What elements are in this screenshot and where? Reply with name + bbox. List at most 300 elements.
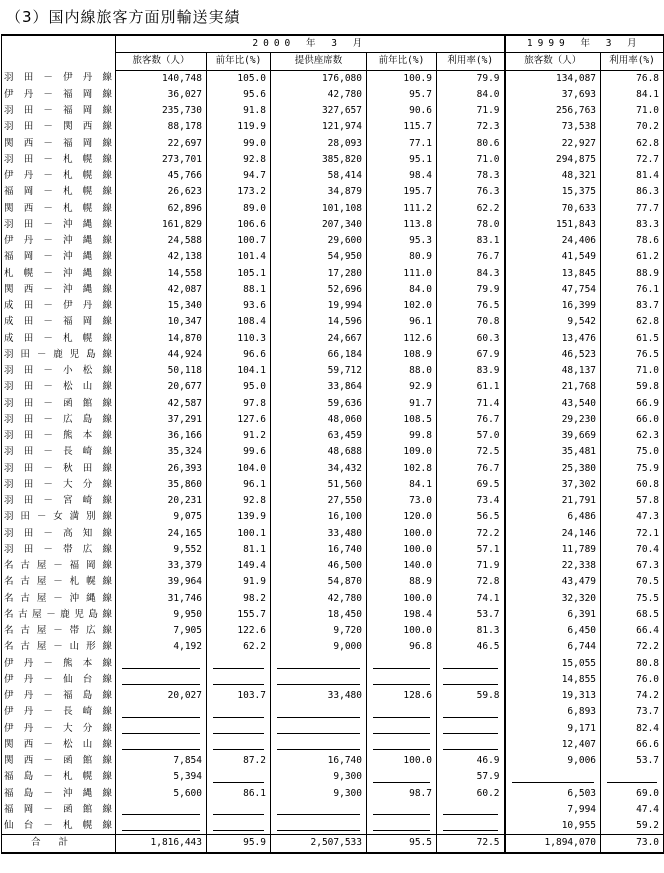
load-factor-cell: 71.4 bbox=[437, 396, 505, 412]
pax-cell bbox=[116, 656, 207, 672]
table-row bbox=[2, 103, 664, 119]
load-factor-cell: 69.5 bbox=[437, 477, 505, 493]
pax-prev-cell: 15,375 bbox=[505, 184, 601, 200]
seats-yoy-cell: 88.9 bbox=[367, 574, 437, 590]
table-row bbox=[2, 184, 664, 200]
pax-yoy-cell: 108.4 bbox=[207, 314, 271, 330]
seats-cell: 46,500 bbox=[271, 558, 367, 574]
col-pax-prev: 旅客数（人） bbox=[505, 53, 601, 70]
seats-cell bbox=[271, 818, 367, 835]
pax-yoy-cell: 92.8 bbox=[207, 152, 271, 168]
seats-yoy-cell: 112.6 bbox=[367, 331, 437, 347]
route-name-cell: 羽田－熊本線 bbox=[2, 428, 116, 444]
load-factor-prev-cell: 83.3 bbox=[601, 217, 664, 233]
pax-yoy-cell: 149.4 bbox=[207, 558, 271, 574]
route-name-cell: 羽田－函館線 bbox=[2, 396, 116, 412]
route-name-cell: 伊丹－沖縄線 bbox=[2, 233, 116, 249]
load-factor-prev-cell: 82.4 bbox=[601, 721, 664, 737]
pax-yoy-cell: 81.1 bbox=[207, 542, 271, 558]
pax-cell: 31,746 bbox=[116, 591, 207, 607]
seats-cell: 9,000 bbox=[271, 639, 367, 655]
pax-yoy-cell: 155.7 bbox=[207, 607, 271, 623]
pax-cell: 42,138 bbox=[116, 249, 207, 265]
load-factor-prev-cell: 66.4 bbox=[601, 623, 664, 639]
pax-yoy-cell: 103.7 bbox=[207, 688, 271, 704]
pax-prev-cell: 21,791 bbox=[505, 493, 601, 509]
table-row bbox=[2, 753, 664, 769]
load-factor-prev-cell: 76.0 bbox=[601, 672, 664, 688]
pax-cell: 9,552 bbox=[116, 542, 207, 558]
seats-cell: 29,600 bbox=[271, 233, 367, 249]
load-factor-cell: 81.3 bbox=[437, 623, 505, 639]
route-name-cell: 伊丹－長崎線 bbox=[2, 704, 116, 720]
load-factor-prev-cell: 61.2 bbox=[601, 249, 664, 265]
period-header-row bbox=[2, 35, 664, 53]
pax-prev-cell: 47,754 bbox=[505, 282, 601, 298]
pax-prev-cell: 22,338 bbox=[505, 558, 601, 574]
seats-yoy-cell: 108.9 bbox=[367, 347, 437, 363]
load-factor-cell: 46.9 bbox=[437, 753, 505, 769]
pax-prev-cell: 12,407 bbox=[505, 737, 601, 753]
load-factor-prev-cell: 83.7 bbox=[601, 298, 664, 314]
seats-cell: 16,100 bbox=[271, 509, 367, 525]
pax-cell: 5,600 bbox=[116, 786, 207, 802]
seats-yoy-cell: 100.0 bbox=[367, 753, 437, 769]
route-name-cell: 羽田－長崎線 bbox=[2, 444, 116, 460]
col-seats: 提供座席数 bbox=[271, 53, 367, 70]
table-body bbox=[2, 70, 664, 835]
load-factor-cell: 78.0 bbox=[437, 217, 505, 233]
table-row bbox=[2, 87, 664, 103]
pax-prev-cell: 37,302 bbox=[505, 477, 601, 493]
table-row bbox=[2, 249, 664, 265]
seats-cell: 16,740 bbox=[271, 542, 367, 558]
pax-prev-cell: 39,669 bbox=[505, 428, 601, 444]
pax-prev-cell: 6,486 bbox=[505, 509, 601, 525]
table-row bbox=[2, 542, 664, 558]
seats-cell bbox=[271, 704, 367, 720]
route-name-cell: 関西－札幌線 bbox=[2, 201, 116, 217]
pax-prev-cell: 19,313 bbox=[505, 688, 601, 704]
pax-cell: 22,697 bbox=[116, 136, 207, 152]
load-factor-cell: 76.7 bbox=[437, 461, 505, 477]
load-factor-cell: 76.3 bbox=[437, 184, 505, 200]
pax-yoy-cell: 104.1 bbox=[207, 363, 271, 379]
load-factor-prev-cell: 80.8 bbox=[601, 656, 664, 672]
pax-cell: 39,964 bbox=[116, 574, 207, 590]
route-name-cell: 羽田－秋田線 bbox=[2, 461, 116, 477]
pax-yoy-cell bbox=[207, 802, 271, 818]
load-factor-prev-cell: 47.4 bbox=[601, 802, 664, 818]
route-name-cell: 名古屋－福岡線 bbox=[2, 558, 116, 574]
pax-yoy-cell bbox=[207, 656, 271, 672]
pax-prev-cell: 6,503 bbox=[505, 786, 601, 802]
load-factor-cell: 72.8 bbox=[437, 574, 505, 590]
load-factor-cell: 72.3 bbox=[437, 119, 505, 135]
load-factor-prev-cell: 62.3 bbox=[601, 428, 664, 444]
route-name-cell: 伊丹－札幌線 bbox=[2, 168, 116, 184]
seats-yoy-cell: 95.7 bbox=[367, 87, 437, 103]
pax-yoy-cell: 91.9 bbox=[207, 574, 271, 590]
load-factor-cell: 80.6 bbox=[437, 136, 505, 152]
table-row bbox=[2, 509, 664, 525]
pax-prev-cell: 294,875 bbox=[505, 152, 601, 168]
pax-yoy-cell: 96.1 bbox=[207, 477, 271, 493]
table-row bbox=[2, 656, 664, 672]
pax-cell: 140,748 bbox=[116, 70, 207, 87]
pax-prev-cell: 11,789 bbox=[505, 542, 601, 558]
pax-yoy-cell: 91.2 bbox=[207, 428, 271, 444]
pax-prev-cell: 43,540 bbox=[505, 396, 601, 412]
pax-prev-cell: 24,406 bbox=[505, 233, 601, 249]
load-factor-cell bbox=[437, 737, 505, 753]
table-row bbox=[2, 119, 664, 135]
route-name-cell: 羽田－福岡線 bbox=[2, 103, 116, 119]
seats-yoy-cell: 100.9 bbox=[367, 70, 437, 87]
seats-cell: 33,480 bbox=[271, 526, 367, 542]
load-factor-cell: 61.1 bbox=[437, 379, 505, 395]
pax-cell: 35,860 bbox=[116, 477, 207, 493]
seats-cell: 101,108 bbox=[271, 201, 367, 217]
load-factor-cell: 60.2 bbox=[437, 786, 505, 802]
seats-yoy-cell: 92.9 bbox=[367, 379, 437, 395]
route-name-cell: 福岡－函館線 bbox=[2, 802, 116, 818]
table-row bbox=[2, 737, 664, 753]
seats-yoy-cell: 96.8 bbox=[367, 639, 437, 655]
seats-cell: 385,820 bbox=[271, 152, 367, 168]
pax-yoy-cell: 106.6 bbox=[207, 217, 271, 233]
seats-cell: 27,550 bbox=[271, 493, 367, 509]
route-name-cell: 福島－沖縄線 bbox=[2, 786, 116, 802]
route-name-cell: 名古屋－鹿児島線 bbox=[2, 607, 116, 623]
table-row bbox=[2, 314, 664, 330]
pax-cell: 15,340 bbox=[116, 298, 207, 314]
pax-cell: 50,118 bbox=[116, 363, 207, 379]
route-name-cell: 札幌－沖縄線 bbox=[2, 266, 116, 282]
pax-cell: 5,394 bbox=[116, 769, 207, 785]
load-factor-prev-cell: 84.1 bbox=[601, 87, 664, 103]
pax-cell: 62,896 bbox=[116, 201, 207, 217]
seats-cell: 63,459 bbox=[271, 428, 367, 444]
pax-cell bbox=[116, 672, 207, 688]
load-factor-prev-cell: 73.7 bbox=[601, 704, 664, 720]
pax-prev-cell: 24,146 bbox=[505, 526, 601, 542]
table-row bbox=[2, 461, 664, 477]
seats-yoy-cell: 195.7 bbox=[367, 184, 437, 200]
route-name-cell: 伊丹－大分線 bbox=[2, 721, 116, 737]
pax-cell: 273,701 bbox=[116, 152, 207, 168]
pax-prev-cell: 9,171 bbox=[505, 721, 601, 737]
pax-cell: 37,291 bbox=[116, 412, 207, 428]
table-row bbox=[2, 347, 664, 363]
load-factor-cell: 71.9 bbox=[437, 558, 505, 574]
seats-yoy-cell: 90.6 bbox=[367, 103, 437, 119]
route-name-cell: 関西－福岡線 bbox=[2, 136, 116, 152]
pax-cell: 24,588 bbox=[116, 233, 207, 249]
seats-yoy-cell: 84.0 bbox=[367, 282, 437, 298]
seats-cell: 34,432 bbox=[271, 461, 367, 477]
pax-yoy-cell: 105.1 bbox=[207, 266, 271, 282]
seats-cell: 14,596 bbox=[271, 314, 367, 330]
seats-yoy-cell bbox=[367, 704, 437, 720]
seats-yoy-cell: 95.1 bbox=[367, 152, 437, 168]
seats-yoy-cell: 111.2 bbox=[367, 201, 437, 217]
pax-prev-cell: 151,843 bbox=[505, 217, 601, 233]
route-name-cell: 成田－札幌線 bbox=[2, 331, 116, 347]
load-factor-cell bbox=[437, 704, 505, 720]
seats-cell: 176,080 bbox=[271, 70, 367, 87]
seats-yoy-cell: 100.0 bbox=[367, 591, 437, 607]
seats-cell bbox=[271, 656, 367, 672]
pax-yoy-cell: 86.1 bbox=[207, 786, 271, 802]
pax-cell: 35,324 bbox=[116, 444, 207, 460]
route-name-cell: 羽田－伊丹線 bbox=[2, 70, 116, 87]
seats-yoy-cell: 99.8 bbox=[367, 428, 437, 444]
load-factor-prev-cell: 62.8 bbox=[601, 314, 664, 330]
table-row bbox=[2, 70, 664, 87]
pax-cell: 88,178 bbox=[116, 119, 207, 135]
route-name-cell: 羽田－広島線 bbox=[2, 412, 116, 428]
load-factor-prev-cell: 77.7 bbox=[601, 201, 664, 217]
seats-cell: 42,780 bbox=[271, 591, 367, 607]
pax-yoy-cell bbox=[207, 818, 271, 835]
pax-yoy-cell: 89.0 bbox=[207, 201, 271, 217]
load-factor-cell: 76.7 bbox=[437, 249, 505, 265]
seats-cell: 59,712 bbox=[271, 363, 367, 379]
pax-prev-cell: 6,893 bbox=[505, 704, 601, 720]
pax-cell: 9,950 bbox=[116, 607, 207, 623]
total-lf: 72.5 bbox=[437, 835, 505, 853]
pax-prev-cell: 43,479 bbox=[505, 574, 601, 590]
pax-cell: 44,924 bbox=[116, 347, 207, 363]
route-name-cell: 名古屋－沖縄線 bbox=[2, 591, 116, 607]
pax-cell: 20,231 bbox=[116, 493, 207, 509]
pax-cell: 36,166 bbox=[116, 428, 207, 444]
seats-yoy-cell: 120.0 bbox=[367, 509, 437, 525]
pax-yoy-cell: 139.9 bbox=[207, 509, 271, 525]
pax-prev-cell: 70,633 bbox=[505, 201, 601, 217]
load-factor-prev-cell: 60.8 bbox=[601, 477, 664, 493]
seats-cell: 19,994 bbox=[271, 298, 367, 314]
route-name-cell: 福島－札幌線 bbox=[2, 769, 116, 785]
pax-yoy-cell: 100.7 bbox=[207, 233, 271, 249]
load-factor-prev-cell: 72.7 bbox=[601, 152, 664, 168]
load-factor-cell: 74.1 bbox=[437, 591, 505, 607]
seats-yoy-cell: 98.7 bbox=[367, 786, 437, 802]
table-row bbox=[2, 363, 664, 379]
pax-prev-cell: 9,542 bbox=[505, 314, 601, 330]
pax-yoy-cell: 110.3 bbox=[207, 331, 271, 347]
table-row bbox=[2, 526, 664, 542]
pax-yoy-cell bbox=[207, 704, 271, 720]
col-lf: 利用率(%) bbox=[437, 53, 505, 70]
load-factor-cell: 70.8 bbox=[437, 314, 505, 330]
pax-yoy-cell: 88.1 bbox=[207, 282, 271, 298]
pax-cell: 26,623 bbox=[116, 184, 207, 200]
load-factor-prev-cell: 88.9 bbox=[601, 266, 664, 282]
load-factor-prev-cell: 75.5 bbox=[601, 591, 664, 607]
load-factor-prev-cell: 70.5 bbox=[601, 574, 664, 590]
load-factor-cell: 84.3 bbox=[437, 266, 505, 282]
route-name-cell: 成田－福岡線 bbox=[2, 314, 116, 330]
pax-prev-cell: 14,855 bbox=[505, 672, 601, 688]
pax-cell: 33,379 bbox=[116, 558, 207, 574]
load-factor-prev-cell: 76.5 bbox=[601, 347, 664, 363]
load-factor-prev-cell: 53.7 bbox=[601, 753, 664, 769]
route-name-cell: 伊丹－熊本線 bbox=[2, 656, 116, 672]
load-factor-cell: 71.0 bbox=[437, 152, 505, 168]
total-pax: 1,816,443 bbox=[116, 835, 207, 853]
pax-prev-cell: 32,320 bbox=[505, 591, 601, 607]
route-name-cell: 成田－伊丹線 bbox=[2, 298, 116, 314]
pax-yoy-cell: 91.8 bbox=[207, 103, 271, 119]
col-pax: 旅客数（人） bbox=[116, 53, 207, 70]
load-factor-cell: 57.9 bbox=[437, 769, 505, 785]
load-factor-prev-cell: 75.0 bbox=[601, 444, 664, 460]
pax-yoy-cell: 122.6 bbox=[207, 623, 271, 639]
pax-prev-cell: 29,230 bbox=[505, 412, 601, 428]
seats-cell: 18,450 bbox=[271, 607, 367, 623]
load-factor-cell bbox=[437, 721, 505, 737]
route-name-cell: 伊丹－仙台線 bbox=[2, 672, 116, 688]
seats-yoy-cell: 109.0 bbox=[367, 444, 437, 460]
route-name-cell: 羽田－関西線 bbox=[2, 119, 116, 135]
pax-yoy-cell: 94.7 bbox=[207, 168, 271, 184]
col-yoy: 前年比(%) bbox=[207, 53, 271, 70]
pax-yoy-cell bbox=[207, 737, 271, 753]
table-row bbox=[2, 379, 664, 395]
load-factor-cell: 84.0 bbox=[437, 87, 505, 103]
table-row bbox=[2, 444, 664, 460]
route-name-cell: 仙台－札幌線 bbox=[2, 818, 116, 835]
pax-prev-cell: 134,087 bbox=[505, 70, 601, 87]
pax-prev-cell: 10,955 bbox=[505, 818, 601, 835]
table-row bbox=[2, 298, 664, 314]
seats-cell: 58,414 bbox=[271, 168, 367, 184]
seats-yoy-cell: 91.7 bbox=[367, 396, 437, 412]
route-name-cell: 羽田－大分線 bbox=[2, 477, 116, 493]
seats-yoy-cell: 77.1 bbox=[367, 136, 437, 152]
load-factor-cell: 83.1 bbox=[437, 233, 505, 249]
route-name-cell: 羽田－沖縄線 bbox=[2, 217, 116, 233]
pax-cell: 10,347 bbox=[116, 314, 207, 330]
pax-yoy-cell: 173.2 bbox=[207, 184, 271, 200]
load-factor-cell bbox=[437, 818, 505, 835]
load-factor-prev-cell: 76.8 bbox=[601, 70, 664, 87]
load-factor-cell: 72.5 bbox=[437, 444, 505, 460]
load-factor-prev-cell: 68.5 bbox=[601, 607, 664, 623]
pax-cell: 7,854 bbox=[116, 753, 207, 769]
table-row bbox=[2, 623, 664, 639]
table-row bbox=[2, 477, 664, 493]
seats-cell: 207,340 bbox=[271, 217, 367, 233]
seats-cell: 33,480 bbox=[271, 688, 367, 704]
load-factor-prev-cell: 66.6 bbox=[601, 737, 664, 753]
seats-yoy-cell: 88.0 bbox=[367, 363, 437, 379]
period-prev: 1999 年 3 月 bbox=[505, 35, 664, 53]
seats-cell: 16,740 bbox=[271, 753, 367, 769]
table-row bbox=[2, 558, 664, 574]
pax-prev-cell: 41,549 bbox=[505, 249, 601, 265]
pax-prev-cell: 46,523 bbox=[505, 347, 601, 363]
table-row bbox=[2, 607, 664, 623]
load-factor-cell: 62.2 bbox=[437, 201, 505, 217]
pax-yoy-cell: 93.6 bbox=[207, 298, 271, 314]
seats-yoy-cell: 128.6 bbox=[367, 688, 437, 704]
pax-prev-cell: 22,927 bbox=[505, 136, 601, 152]
total-seats-yoy: 95.5 bbox=[367, 835, 437, 853]
route-name-cell: 名古屋－帯広線 bbox=[2, 623, 116, 639]
seats-cell: 51,560 bbox=[271, 477, 367, 493]
seats-yoy-cell: 102.0 bbox=[367, 298, 437, 314]
col-seats-yoy: 前年比(%) bbox=[367, 53, 437, 70]
seats-yoy-cell bbox=[367, 737, 437, 753]
seats-yoy-cell: 100.0 bbox=[367, 623, 437, 639]
pax-cell: 4,192 bbox=[116, 639, 207, 655]
table-row bbox=[2, 818, 664, 835]
route-name-cell: 名古屋－山形線 bbox=[2, 639, 116, 655]
load-factor-cell: 79.9 bbox=[437, 70, 505, 87]
load-factor-prev-cell: 59.2 bbox=[601, 818, 664, 835]
pax-prev-cell bbox=[505, 769, 601, 785]
pax-cell: 36,027 bbox=[116, 87, 207, 103]
pax-yoy-cell: 127.6 bbox=[207, 412, 271, 428]
seats-cell: 48,688 bbox=[271, 444, 367, 460]
route-header bbox=[2, 35, 116, 70]
seats-yoy-cell: 95.3 bbox=[367, 233, 437, 249]
table-row bbox=[2, 168, 664, 184]
pax-prev-cell: 13,845 bbox=[505, 266, 601, 282]
load-factor-prev-cell: 61.5 bbox=[601, 331, 664, 347]
table-row bbox=[2, 591, 664, 607]
load-factor-cell bbox=[437, 656, 505, 672]
seats-cell: 327,657 bbox=[271, 103, 367, 119]
seats-cell: 54,870 bbox=[271, 574, 367, 590]
pax-yoy-cell bbox=[207, 721, 271, 737]
load-factor-prev-cell: 72.1 bbox=[601, 526, 664, 542]
seats-cell bbox=[271, 802, 367, 818]
pax-prev-cell: 37,693 bbox=[505, 87, 601, 103]
pax-cell: 20,027 bbox=[116, 688, 207, 704]
seats-cell bbox=[271, 672, 367, 688]
load-factor-cell: 53.7 bbox=[437, 607, 505, 623]
load-factor-prev-cell: 76.1 bbox=[601, 282, 664, 298]
load-factor-cell bbox=[437, 802, 505, 818]
route-name-cell: 羽田－松山線 bbox=[2, 379, 116, 395]
pax-yoy-cell: 92.8 bbox=[207, 493, 271, 509]
seats-cell: 33,864 bbox=[271, 379, 367, 395]
seats-yoy-cell: 98.4 bbox=[367, 168, 437, 184]
pax-yoy-cell: 119.9 bbox=[207, 119, 271, 135]
pax-cell: 24,165 bbox=[116, 526, 207, 542]
pax-yoy-cell: 104.0 bbox=[207, 461, 271, 477]
seats-yoy-cell bbox=[367, 672, 437, 688]
route-name-cell: 福岡－沖縄線 bbox=[2, 249, 116, 265]
load-factor-prev-cell: 67.3 bbox=[601, 558, 664, 574]
total-seats: 2,507,533 bbox=[271, 835, 367, 853]
load-factor-cell: 57.0 bbox=[437, 428, 505, 444]
table-row bbox=[2, 331, 664, 347]
load-factor-prev-cell: 62.8 bbox=[601, 136, 664, 152]
pax-prev-cell: 6,450 bbox=[505, 623, 601, 639]
table-row bbox=[2, 574, 664, 590]
total-pax-prev: 1,894,070 bbox=[505, 835, 601, 853]
pax-yoy-cell: 87.2 bbox=[207, 753, 271, 769]
seats-yoy-cell: 198.4 bbox=[367, 607, 437, 623]
pax-yoy-cell: 100.1 bbox=[207, 526, 271, 542]
seats-cell bbox=[271, 737, 367, 753]
load-factor-cell: 57.1 bbox=[437, 542, 505, 558]
